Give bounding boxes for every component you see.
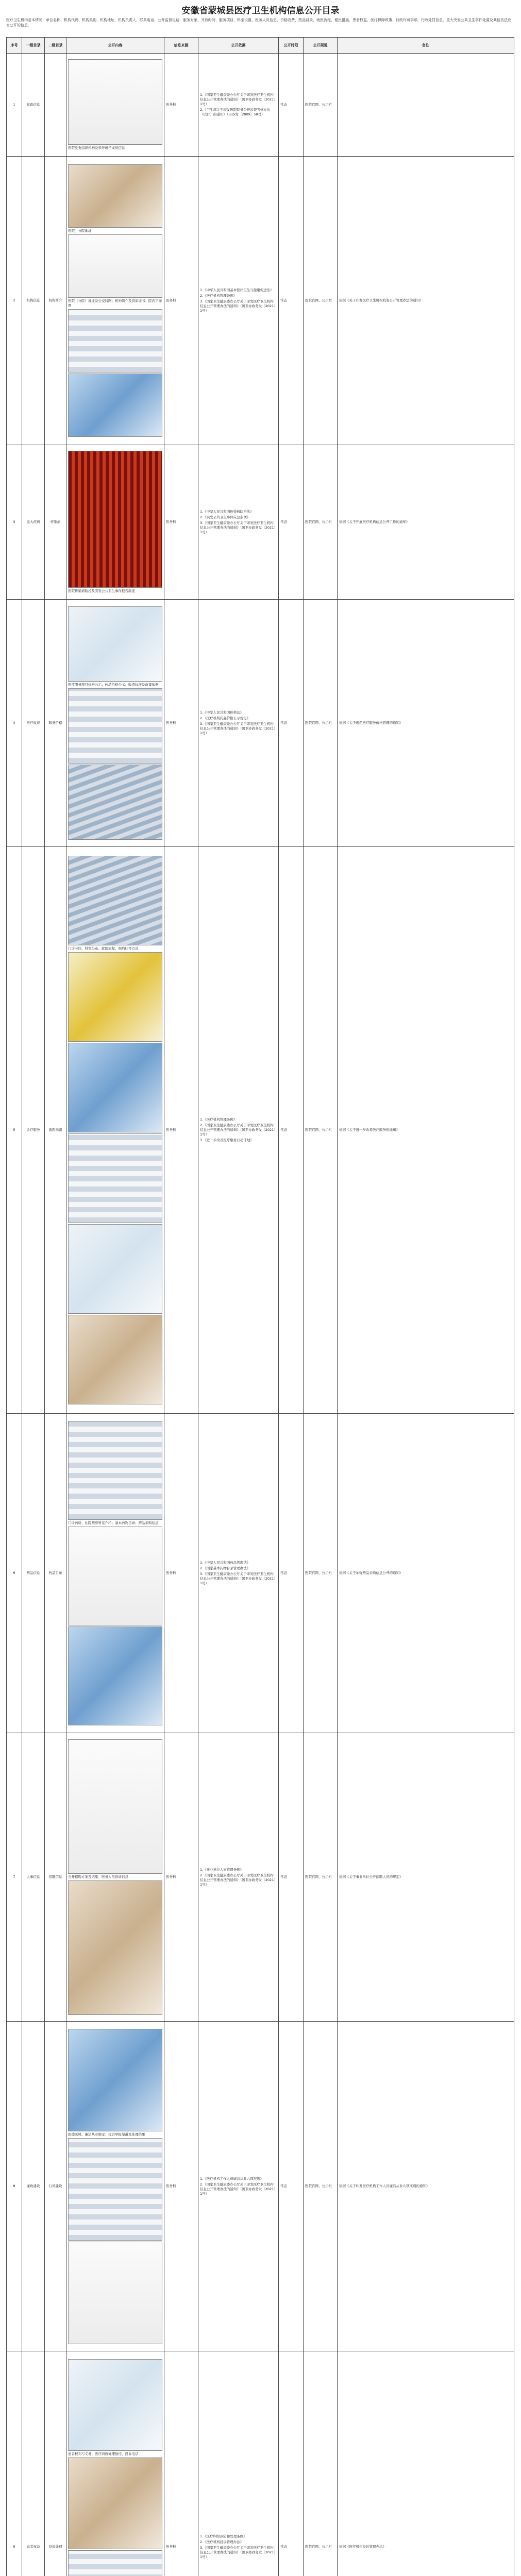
row-level1: 药品信息 [22, 1414, 45, 1733]
basis-line: 1.《医疗机构管理条例》 [200, 1117, 237, 1122]
row-level1: 机构信息 [22, 157, 45, 445]
basis-line: 1.《医疗机构工作人员廉洁从业九项准则》 [200, 2176, 264, 2181]
document-title: 安徽省蒙城县医疗卫生机构信息公开目录 [181, 6, 340, 16]
content-photo [68, 2029, 162, 2131]
content-note: 医德医风、廉洁从业规定；投诉举报渠道及处理结果 [68, 2132, 145, 2137]
row-content [66, 157, 164, 445]
row-number: 4 [7, 600, 22, 847]
row-dept: 医务科 [164, 445, 198, 600]
basis-line: 2.《国家卫生健康委办公厅关于印发医疗卫生机构信息公开管理办法的通知》（国卫办政务发〔2021〕1号） [200, 1123, 276, 1137]
row-basis [198, 2022, 279, 2351]
row-number: 9 [7, 2351, 22, 2576]
header-remark: 备注 [338, 38, 514, 54]
content-photo [68, 1421, 162, 1520]
row-dept: 医务科 [164, 54, 198, 157]
basis-line: 2.《突发公共卫生事件应急条例》 [200, 515, 250, 519]
table-row [7, 2022, 514, 2351]
content-photo [68, 2359, 162, 2451]
content-note: 患者权利与义务、医疗纠纷处理途径、投诉电话 [68, 2452, 139, 2456]
content-photo [68, 309, 162, 372]
basis-line: 2.《医疗机构管理条例》 [200, 294, 237, 298]
row-level1: 医疗收费 [22, 600, 45, 847]
row-level1: 人事信息 [22, 1733, 45, 2022]
basis-line: 2.《医疗机构药品价格公示规定》 [200, 716, 250, 720]
content-note: 医院（分院）地址及公交线路；机构简介及资质证书；院内平面图 [68, 299, 162, 308]
row-level1: 诊疗服务 [22, 847, 45, 1414]
basis-line: 1.《中华人民共和国传染病防治法》 [200, 510, 254, 514]
content-photo [68, 1880, 162, 2015]
basis-line: 1.《中华人民共和国药品管理法》 [200, 1561, 250, 1565]
row-level2: 投诉处理 [45, 2351, 66, 2576]
row-channel: 医院官网、公示栏 [304, 2022, 338, 2351]
catalog-table [6, 37, 514, 2576]
row-dept: 医务科 [164, 600, 198, 847]
row-number: 2 [7, 157, 22, 445]
basis-line: 1.《医疗纠纷预防和处理条例》 [200, 2534, 247, 2538]
table-row [7, 157, 514, 445]
basis-line: 3.《进一步改善医疗服务行动计划》 [200, 1138, 254, 1142]
content-note: 医疗服务项目价格公示；药品价格公示；收费标准及政策依据 [68, 683, 159, 687]
row-dept: 医务科 [164, 847, 198, 1414]
basis-line: 3.《国家卫生健康委办公厅关于印发医疗卫生机构信息公开管理办法的通知》（国卫办政务发〔2021〕1号） [200, 722, 276, 735]
row-level1: 患者权益 [22, 2351, 45, 2576]
row-level1: 廉政建设 [22, 2022, 45, 2351]
content-photo [68, 765, 162, 840]
row-level2: 就医指南 [45, 847, 66, 1414]
row-level2: 传染病 [45, 445, 66, 600]
row-dept: 医务科 [164, 1733, 198, 2022]
catalog-body [7, 54, 514, 2576]
content-photo [68, 1133, 162, 1223]
content-photo [68, 1739, 162, 1874]
basis-line: 3.《国家卫生健康委办公厅关于印发医疗卫生机构信息公开管理办法的通知》（国卫办政务发〔2021〕1号） [200, 299, 276, 313]
row-time: 常态 [279, 2351, 304, 2576]
row-remark: 依据《关于事业单位公开招聘人员的规定》 [338, 1733, 514, 2022]
row-time: 常态 [279, 445, 304, 600]
row-content [66, 1733, 164, 2022]
content-note: 医院、分院地址 [68, 229, 92, 233]
row-remark: 依据《关于印发医疗机构工作人员廉洁从业九项准则的通知》 [338, 2022, 514, 2351]
row-level2: 行风建设 [45, 2022, 66, 2351]
basis-line: 3.《国家卫生健康委办公厅关于印发医疗卫生机构信息公开管理办法的通知》（国卫办政务发〔2021〕1号） [200, 2546, 276, 2559]
content-photo [68, 59, 162, 145]
row-remark [338, 54, 514, 157]
content-photo [68, 1043, 162, 1132]
basis-line: 2.《医疗机构投诉管理办法》 [200, 2540, 244, 2544]
row-dept: 医务科 [164, 1414, 198, 1733]
row-channel: 医院官网、公示栏 [304, 2351, 338, 2576]
row-basis [198, 445, 279, 600]
table-row [7, 445, 514, 600]
content-photo [68, 1626, 162, 1725]
row-remark: 依据《医疗机构投诉管理办法》 [338, 2351, 514, 2576]
header-level2: 二级目录 [45, 38, 66, 54]
table-row [7, 847, 514, 1414]
basis-line: 2.《国家基本药物目录管理办法》 [200, 1566, 250, 1570]
row-time: 常态 [279, 2022, 304, 2351]
basis-line: 1.《国家卫生健康委办公厅关于印发医疗卫生机构信息公开管理办法的通知》（国卫办政务发〔2021〕1号） [200, 93, 276, 106]
content-photo [68, 1527, 162, 1625]
content-photo [68, 451, 162, 588]
header-content: 公开内容 [66, 38, 164, 54]
row-channel: 医院官网、公示栏 [304, 445, 338, 600]
row-remark: 依据《关于开展医疗机构信息公开工作的通知》 [338, 445, 514, 600]
row-time: 常态 [279, 1414, 304, 1733]
table-header-row [7, 38, 514, 54]
row-level1: 重大疾病 [22, 445, 45, 600]
content-note: 门诊时间、科室分布、就医流程、预约挂号方式 [68, 946, 139, 951]
basis-line: 3.《国家卫生健康委办公厅关于印发医疗卫生机构信息公开管理办法的通知》（国卫办政务发〔2021〕1号） [200, 1572, 276, 1585]
row-number: 1 [7, 54, 22, 157]
table-row [7, 600, 514, 847]
row-level2: 机构简介 [45, 157, 66, 445]
row-remark: 依据《关于进一步改善医疗服务的通知》 [338, 847, 514, 1414]
row-number: 5 [7, 847, 22, 1414]
row-channel: 医院官网、公示栏 [304, 1414, 338, 1733]
header-dept: 信息来源 [164, 38, 198, 54]
basis-line: 1.《事业单位人事管理条例》 [200, 1867, 244, 1872]
row-content [66, 600, 164, 847]
row-content [66, 1414, 164, 1733]
row-basis [198, 54, 279, 157]
row-basis [198, 847, 279, 1414]
row-channel: 医院官网、公示栏 [304, 157, 338, 445]
content-photo [68, 234, 162, 298]
content-photo [68, 2550, 162, 2576]
row-remark: 依据《关于印发医疗卫生机构院务公开管理办法的通知》 [338, 157, 514, 445]
basis-line: 2.《国家卫生健康委办公厅关于印发医疗卫生机构信息公开管理办法的通知》（国卫办政务发〔2021〕1号） [200, 2182, 276, 2196]
content-note: 医院党委组织机构及领导班子成员信息 [68, 146, 125, 150]
content-photo [68, 856, 162, 945]
header-time: 公开时限 [279, 38, 304, 54]
table-row [7, 1414, 514, 1733]
header-channel: 公开渠道 [304, 38, 338, 54]
row-channel: 医院官网、公示栏 [304, 847, 338, 1414]
row-content [66, 445, 164, 600]
row-number: 3 [7, 445, 22, 600]
row-dept: 医务科 [164, 2022, 198, 2351]
content-photo [68, 2458, 162, 2549]
row-basis [198, 2351, 279, 2576]
row-level2: 招聘信息 [45, 1733, 66, 2022]
row-remark: 依据《关于加强药品采购信息公开的通知》 [338, 1414, 514, 1733]
row-content [66, 54, 164, 157]
row-dept: 医务科 [164, 2351, 198, 2576]
row-dept: 医务科 [164, 157, 198, 445]
content-note: 公开招聘方案及结果、医务人员资质信息 [68, 1875, 128, 1879]
row-basis [198, 1733, 279, 2022]
content-photo [68, 2242, 162, 2344]
content-photo [68, 688, 162, 764]
row-level2: 药品目录 [45, 1414, 66, 1733]
basis-line: 3.《国家卫生健康委办公厅关于印发医疗卫生机构信息公开管理办法的通知》（国卫办政务发〔2021〕1号） [200, 521, 276, 534]
basis-line: 1.《中华人民共和国价格法》 [200, 710, 244, 715]
row-time: 常态 [279, 847, 304, 1414]
row-basis [198, 157, 279, 445]
row-basis [198, 1414, 279, 1733]
table-row [7, 1733, 514, 2022]
content-photo [68, 606, 162, 682]
basis-line: 2.《卫生部关于印发医院院务公开监督考核办法（试行）的通知》（卫办发〔2009〕58号） [200, 108, 271, 116]
row-channel: 医院官网、公示栏 [304, 54, 338, 157]
row-time: 常态 [279, 54, 304, 157]
row-level2 [45, 54, 66, 157]
header-level1: 一级目录 [22, 38, 45, 54]
document-intro: 医疗卫生机构基本情况：单位名称、机构代码、机构类别、机构地址、机构负责人、联系电话、公开监督电话、服务对象、开放时间、服务项目、科室设置、医务人员信息、价格收费、药品目录、就医流程、便民措施、患者权益、医疗保障政策、行政许可事项、行政处罚信息、重大突发公共卫生事件处置及其他依法应当公开的信息。 [6, 18, 511, 27]
row-content [66, 847, 164, 1414]
table-row [7, 54, 514, 157]
row-time: 常态 [279, 1733, 304, 2022]
content-photo [68, 1224, 162, 1314]
row-number: 8 [7, 2022, 22, 2351]
content-photo [68, 164, 162, 228]
content-note: 医院传染病防控及突发公共卫生事件报告制度 [68, 589, 135, 593]
row-remark: 依据《关于规范医疗服务价格管理的通知》 [338, 600, 514, 847]
content-note: 门诊药房、住院药房科室介绍；基本药物目录；药品采购信息 [68, 1521, 159, 1525]
row-basis [198, 600, 279, 847]
row-number: 7 [7, 1733, 22, 2022]
row-time: 常态 [279, 600, 304, 847]
content-photo [68, 374, 162, 437]
row-level2: 服务价格 [45, 600, 66, 847]
content-photo [68, 1315, 162, 1404]
row-content [66, 2351, 164, 2576]
table-row [7, 2351, 514, 2576]
header-no: 序号 [7, 38, 22, 54]
content-photo [68, 952, 162, 1042]
row-channel: 医院官网、公示栏 [304, 1733, 338, 2022]
basis-line: 2.《国家卫生健康委办公厅关于印发医疗卫生机构信息公开管理办法的通知》（国卫办政务发〔2021〕1号） [200, 1873, 276, 1887]
content-photo [68, 2138, 162, 2241]
row-channel: 医院官网、公示栏 [304, 600, 338, 847]
basis-line: 1.《中华人民共和国基本医疗卫生与健康促进法》 [200, 288, 274, 292]
row-time: 常态 [279, 157, 304, 445]
row-content [66, 2022, 164, 2351]
header-basis: 公开依据 [198, 38, 279, 54]
row-level1: 党政信息 [22, 54, 45, 157]
row-number: 6 [7, 1414, 22, 1733]
